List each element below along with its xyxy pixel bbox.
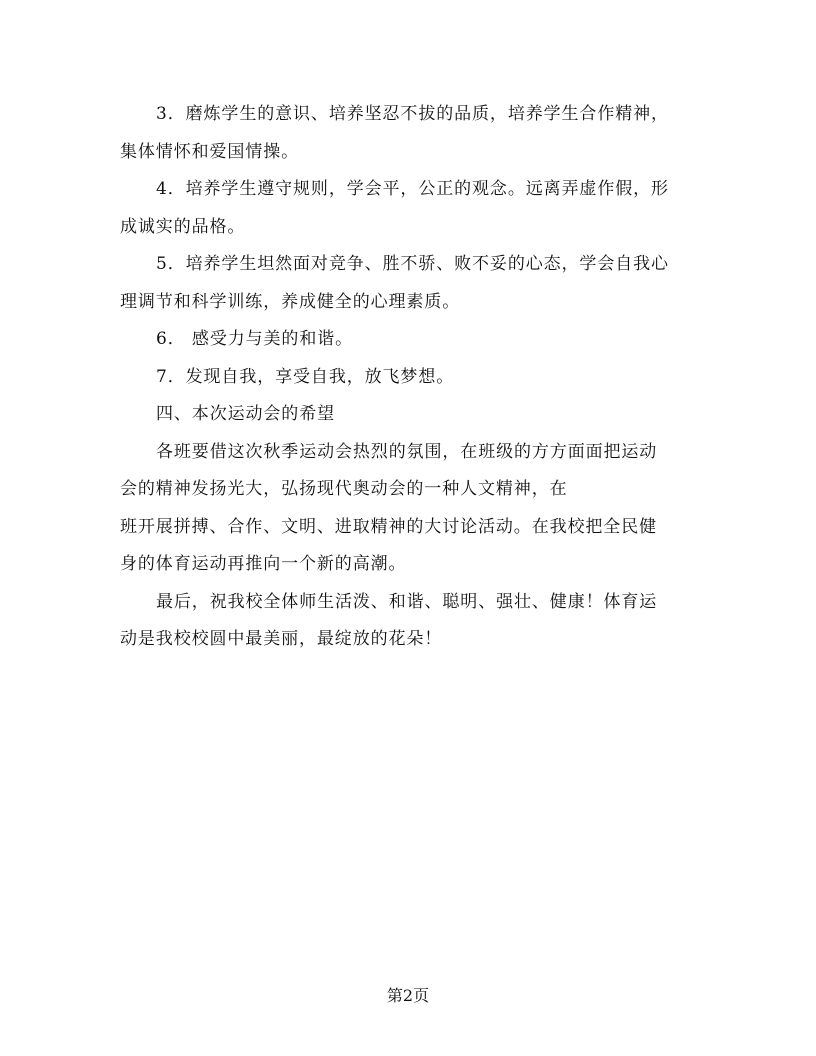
paragraph-line: 成诚实的品格。 <box>120 216 246 237</box>
paragraph-line: 3．磨炼学生的意识、培养坚忍不拔的品质，培养学生合作精神， <box>156 104 669 124</box>
paragraph-line: 7．发现自我，享受自我，放飞梦想。 <box>156 366 455 387</box>
paragraph-line: 理调节和科学训练，养成健全的心理素质。 <box>120 291 461 312</box>
paragraph-line: 集体情怀和爱国情操。 <box>120 141 299 162</box>
paragraph-line: 班开展拼搏、合作、文明、进取精神的大讨论活动。在我校把全民健 <box>120 516 657 537</box>
paragraph-line: 最后，祝我校全体师生活泼、和谐、聪明、强壮、健康！体育运 <box>156 591 658 612</box>
paragraph-line: 各班要借这次秋季运动会热烈的氛围，在班级的方方面面把运动 <box>156 441 658 462</box>
paragraph-line: 会的精神发扬光大，弘扬现代奥动会的一种人文精神，在 <box>120 479 568 499</box>
paragraph-line: 4．培养学生遵守规则，学会平，公正的观念。远离弄虚作假，形 <box>156 179 669 199</box>
document-body <box>120 96 700 659</box>
paragraph-line: 身的体育运动再推向一个新的高潮。 <box>120 554 407 574</box>
page-number: 第2页 <box>386 986 430 1005</box>
paragraph-line: 6． 感受力与美的和谐。 <box>156 329 354 349</box>
paragraph-line: 动是我校校圆中最美丽，最绽放的花朵！ <box>120 629 443 649</box>
paragraph-line: 5．培养学生坦然面对竞争、胜不骄、败不妥的心态，学会自我心 <box>156 254 669 274</box>
section-heading: 四、本次运动会的希望 <box>156 404 335 424</box>
